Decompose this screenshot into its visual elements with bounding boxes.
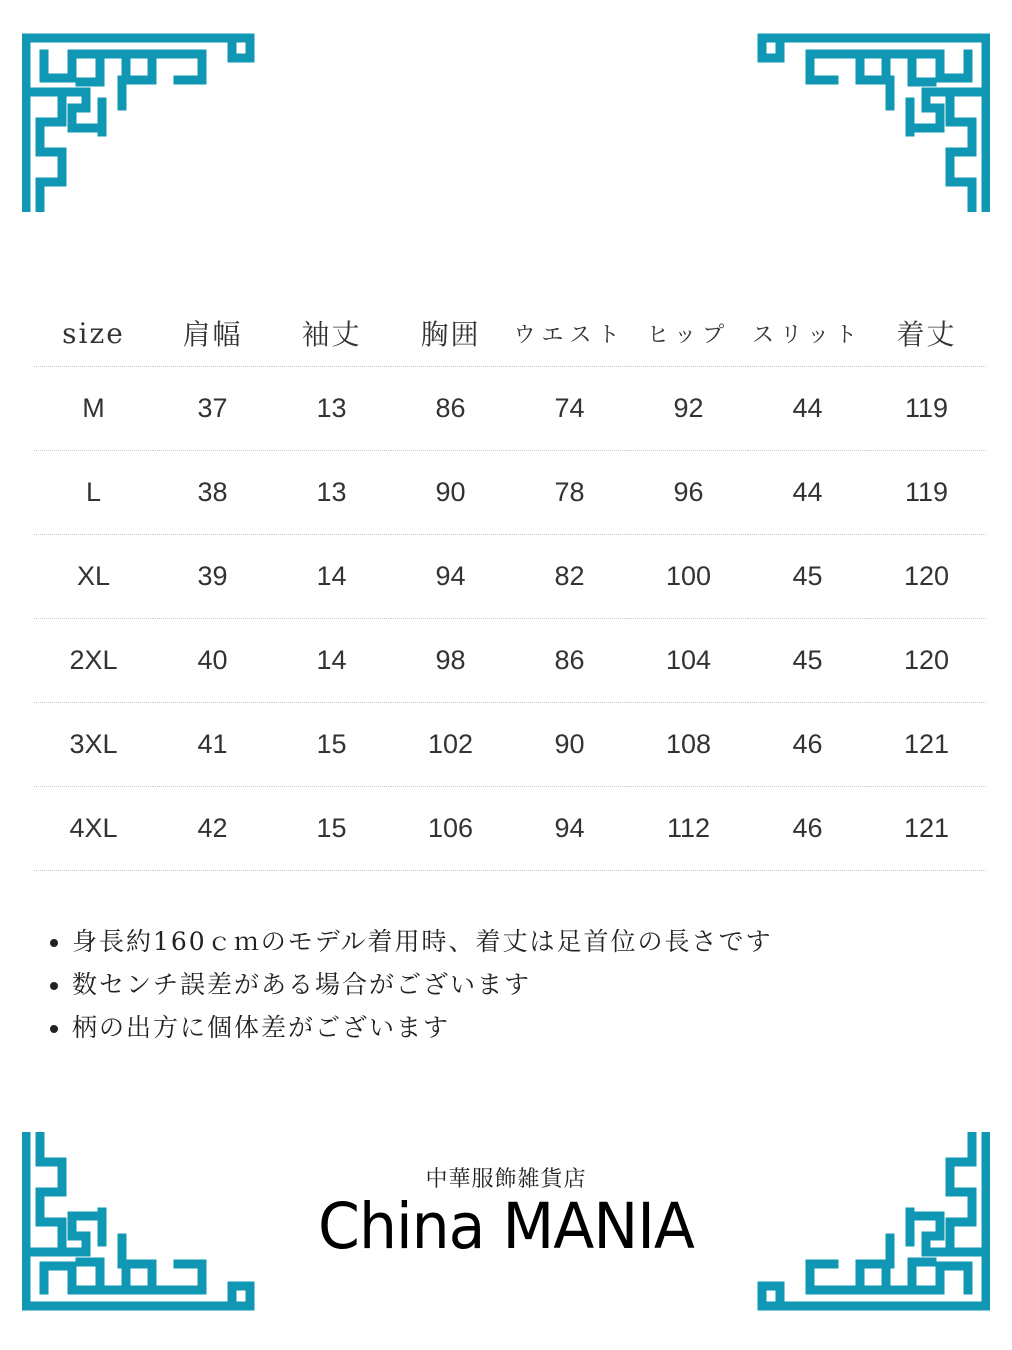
header-length: 着丈 — [867, 300, 986, 367]
fret-stroke — [810, 54, 860, 80]
cell-length: 121 — [867, 703, 986, 787]
cell-waist: 82 — [510, 535, 629, 619]
cell-hip: 104 — [629, 619, 748, 703]
cell-slit: 45 — [748, 535, 867, 619]
brand-logo: China MANIA — [318, 1190, 694, 1264]
cell-hip: 100 — [629, 535, 748, 619]
cell-hip: 108 — [629, 703, 748, 787]
table-row — [34, 535, 986, 619]
cell-length: 119 — [867, 367, 986, 451]
fret-stroke — [44, 54, 100, 82]
fret-stroke — [44, 1262, 100, 1290]
brand-subtitle: 中華服飾雑貨店 — [425, 1167, 587, 1192]
cell-sleeve: 13 — [272, 367, 391, 451]
cell-length: 120 — [867, 619, 986, 703]
cell-size: 4XL — [34, 787, 153, 871]
size-table — [34, 300, 986, 871]
cell-size: XL — [34, 535, 153, 619]
cell-shoulder: 39 — [153, 535, 272, 619]
fret-stroke — [912, 1262, 968, 1290]
cell-hip: 92 — [629, 367, 748, 451]
cell-chest: 86 — [391, 367, 510, 451]
cell-waist: 90 — [510, 703, 629, 787]
cell-sleeve: 13 — [272, 451, 391, 535]
cell-chest: 102 — [391, 703, 510, 787]
notes-list — [40, 920, 772, 1049]
cell-slit: 46 — [748, 703, 867, 787]
cell-slit: 46 — [748, 787, 867, 871]
corner-ornament-top-right — [750, 32, 990, 212]
cell-shoulder: 40 — [153, 619, 272, 703]
header-slit: スリット — [748, 300, 867, 367]
cell-slit: 44 — [748, 367, 867, 451]
cell-sleeve: 14 — [272, 535, 391, 619]
cell-size: 3XL — [34, 703, 153, 787]
cell-shoulder: 38 — [153, 451, 272, 535]
cell-sleeve: 15 — [272, 703, 391, 787]
cell-shoulder: 37 — [153, 367, 272, 451]
cell-chest: 106 — [391, 787, 510, 871]
cell-length: 119 — [867, 451, 986, 535]
table-row — [34, 619, 986, 703]
fret-ornament-icon — [26, 38, 250, 208]
cell-waist: 74 — [510, 367, 629, 451]
cell-length: 120 — [867, 535, 986, 619]
header-chest: 胸囲 — [391, 300, 510, 367]
fret-stroke — [26, 92, 62, 208]
fret-stroke — [810, 1264, 860, 1290]
cell-slit: 44 — [748, 451, 867, 535]
note-item: • 数センチ誤差がある場合がございます — [72, 963, 772, 1006]
header-sleeve: 袖丈 — [272, 300, 391, 367]
cell-sleeve: 14 — [272, 619, 391, 703]
cell-waist: 94 — [510, 787, 629, 871]
table-row — [34, 787, 986, 871]
table-row — [34, 451, 986, 535]
cell-slit: 45 — [748, 619, 867, 703]
cell-size: L — [34, 451, 153, 535]
fret-stroke — [152, 54, 202, 80]
fret-stroke — [950, 92, 986, 208]
note-item: • 柄の出方に個体差がございます — [72, 1006, 772, 1049]
cell-size: 2XL — [34, 619, 153, 703]
table-row — [34, 367, 986, 451]
fret-stroke — [912, 54, 968, 82]
cell-hip: 112 — [629, 787, 748, 871]
cell-sleeve: 15 — [272, 787, 391, 871]
cell-chest: 94 — [391, 535, 510, 619]
cell-chest: 90 — [391, 451, 510, 535]
table-row — [34, 703, 986, 787]
cell-shoulder: 42 — [153, 787, 272, 871]
cell-size: M — [34, 367, 153, 451]
corner-ornament-top-left — [22, 32, 262, 212]
header-shoulder: 肩幅 — [153, 300, 272, 367]
cell-shoulder: 41 — [153, 703, 272, 787]
note-item: • 身長約160ｃｍのモデル着用時、着丈は足首位の長さです — [72, 920, 772, 963]
cell-length: 121 — [867, 787, 986, 871]
cell-chest: 98 — [391, 619, 510, 703]
cell-waist: 78 — [510, 451, 629, 535]
cell-waist: 86 — [510, 619, 629, 703]
header-hip: ヒップ — [629, 300, 748, 367]
fret-ornament-icon — [762, 38, 986, 208]
header-waist: ウエスト — [510, 300, 629, 367]
cell-hip: 96 — [629, 451, 748, 535]
header-size: size — [34, 300, 153, 367]
table-header-row — [34, 300, 986, 367]
fret-stroke — [152, 1264, 202, 1290]
